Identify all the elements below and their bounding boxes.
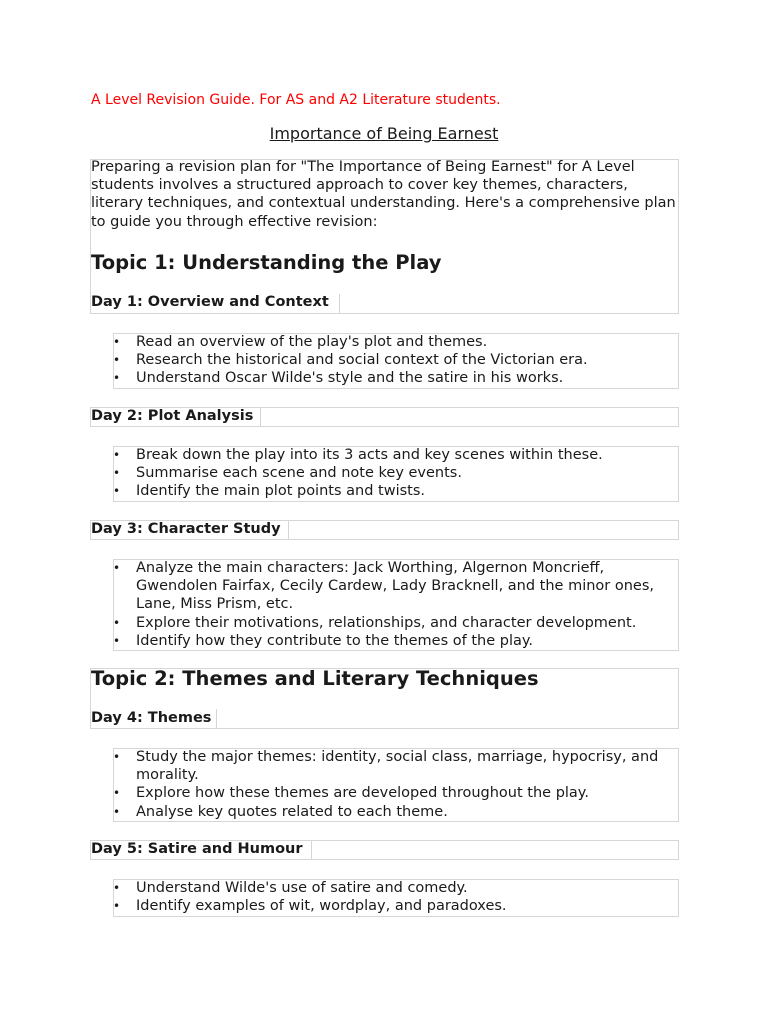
list-item: • Study the major themes: identity, social class, marriage, hypocrisy, and morality. — [113, 748, 679, 784]
list-item: • Explore how these themes are developed throughout the play. — [113, 784, 679, 802]
day-2-list — [113, 446, 679, 501]
day-1-heading: Day 1: Overview and Context — [91, 294, 329, 310]
list-item: • Identify how they contribute to the themes of the play. — [113, 632, 679, 650]
topic-2-heading: Topic 2: Themes and Literary Techniques — [91, 667, 539, 690]
day-1-list — [113, 333, 679, 388]
list-item: • Summarise each scene and note key events. — [113, 464, 679, 482]
list-item: • Identify examples of wit, wordplay, and paradoxes. — [113, 897, 679, 915]
list-item: • Read an overview of the play's plot and themes. — [113, 333, 679, 351]
list-item: • Understand Wilde's use of satire and comedy. — [113, 879, 679, 897]
list-item: • Analyze the main characters: Jack Worthing, Algernon Moncrieff, Gwendolen Fairfax, Cecily Cardew, Lady Bracknell, and the minor ones, Lane, Miss Prism, etc. — [113, 559, 679, 614]
list-item: • Analyse key quotes related to each theme. — [113, 803, 679, 821]
day-2-heading: Day 2: Plot Analysis — [91, 408, 254, 424]
topic-1-heading: Topic 1: Understanding the Play — [91, 251, 442, 274]
list-item: • Explore their motivations, relationships, and character development. — [113, 614, 679, 632]
document-title: Importance of Being Earnest — [269, 124, 499, 143]
day-3-heading: Day 3: Character Study — [91, 521, 281, 537]
list-item: • Understand Oscar Wilde's style and the satire in his works. — [113, 369, 679, 387]
day-3-list — [113, 559, 679, 650]
day-5-heading: Day 5: Satire and Humour — [91, 841, 303, 857]
list-item: • Break down the play into its 3 acts and key scenes within these. — [113, 446, 679, 464]
list-item: • Identify the main plot points and twists. — [113, 482, 679, 500]
document-subtitle: A Level Revision Guide. For AS and A2 Literature students. — [91, 92, 501, 108]
list-item: • Research the historical and social context of the Victorian era. — [113, 351, 679, 369]
day-5-list — [113, 879, 679, 915]
day-4-list — [113, 748, 679, 821]
intro-paragraph: Preparing a revision plan for "The Importance of Being Earnest" for A Level students involves a structured approach to cover key themes, characters, literary techniques, and contextual understanding. Here's a comprehensive plan to guide you through effective revision: — [91, 159, 676, 230]
day-4-heading: Day 4: Themes — [91, 710, 212, 726]
